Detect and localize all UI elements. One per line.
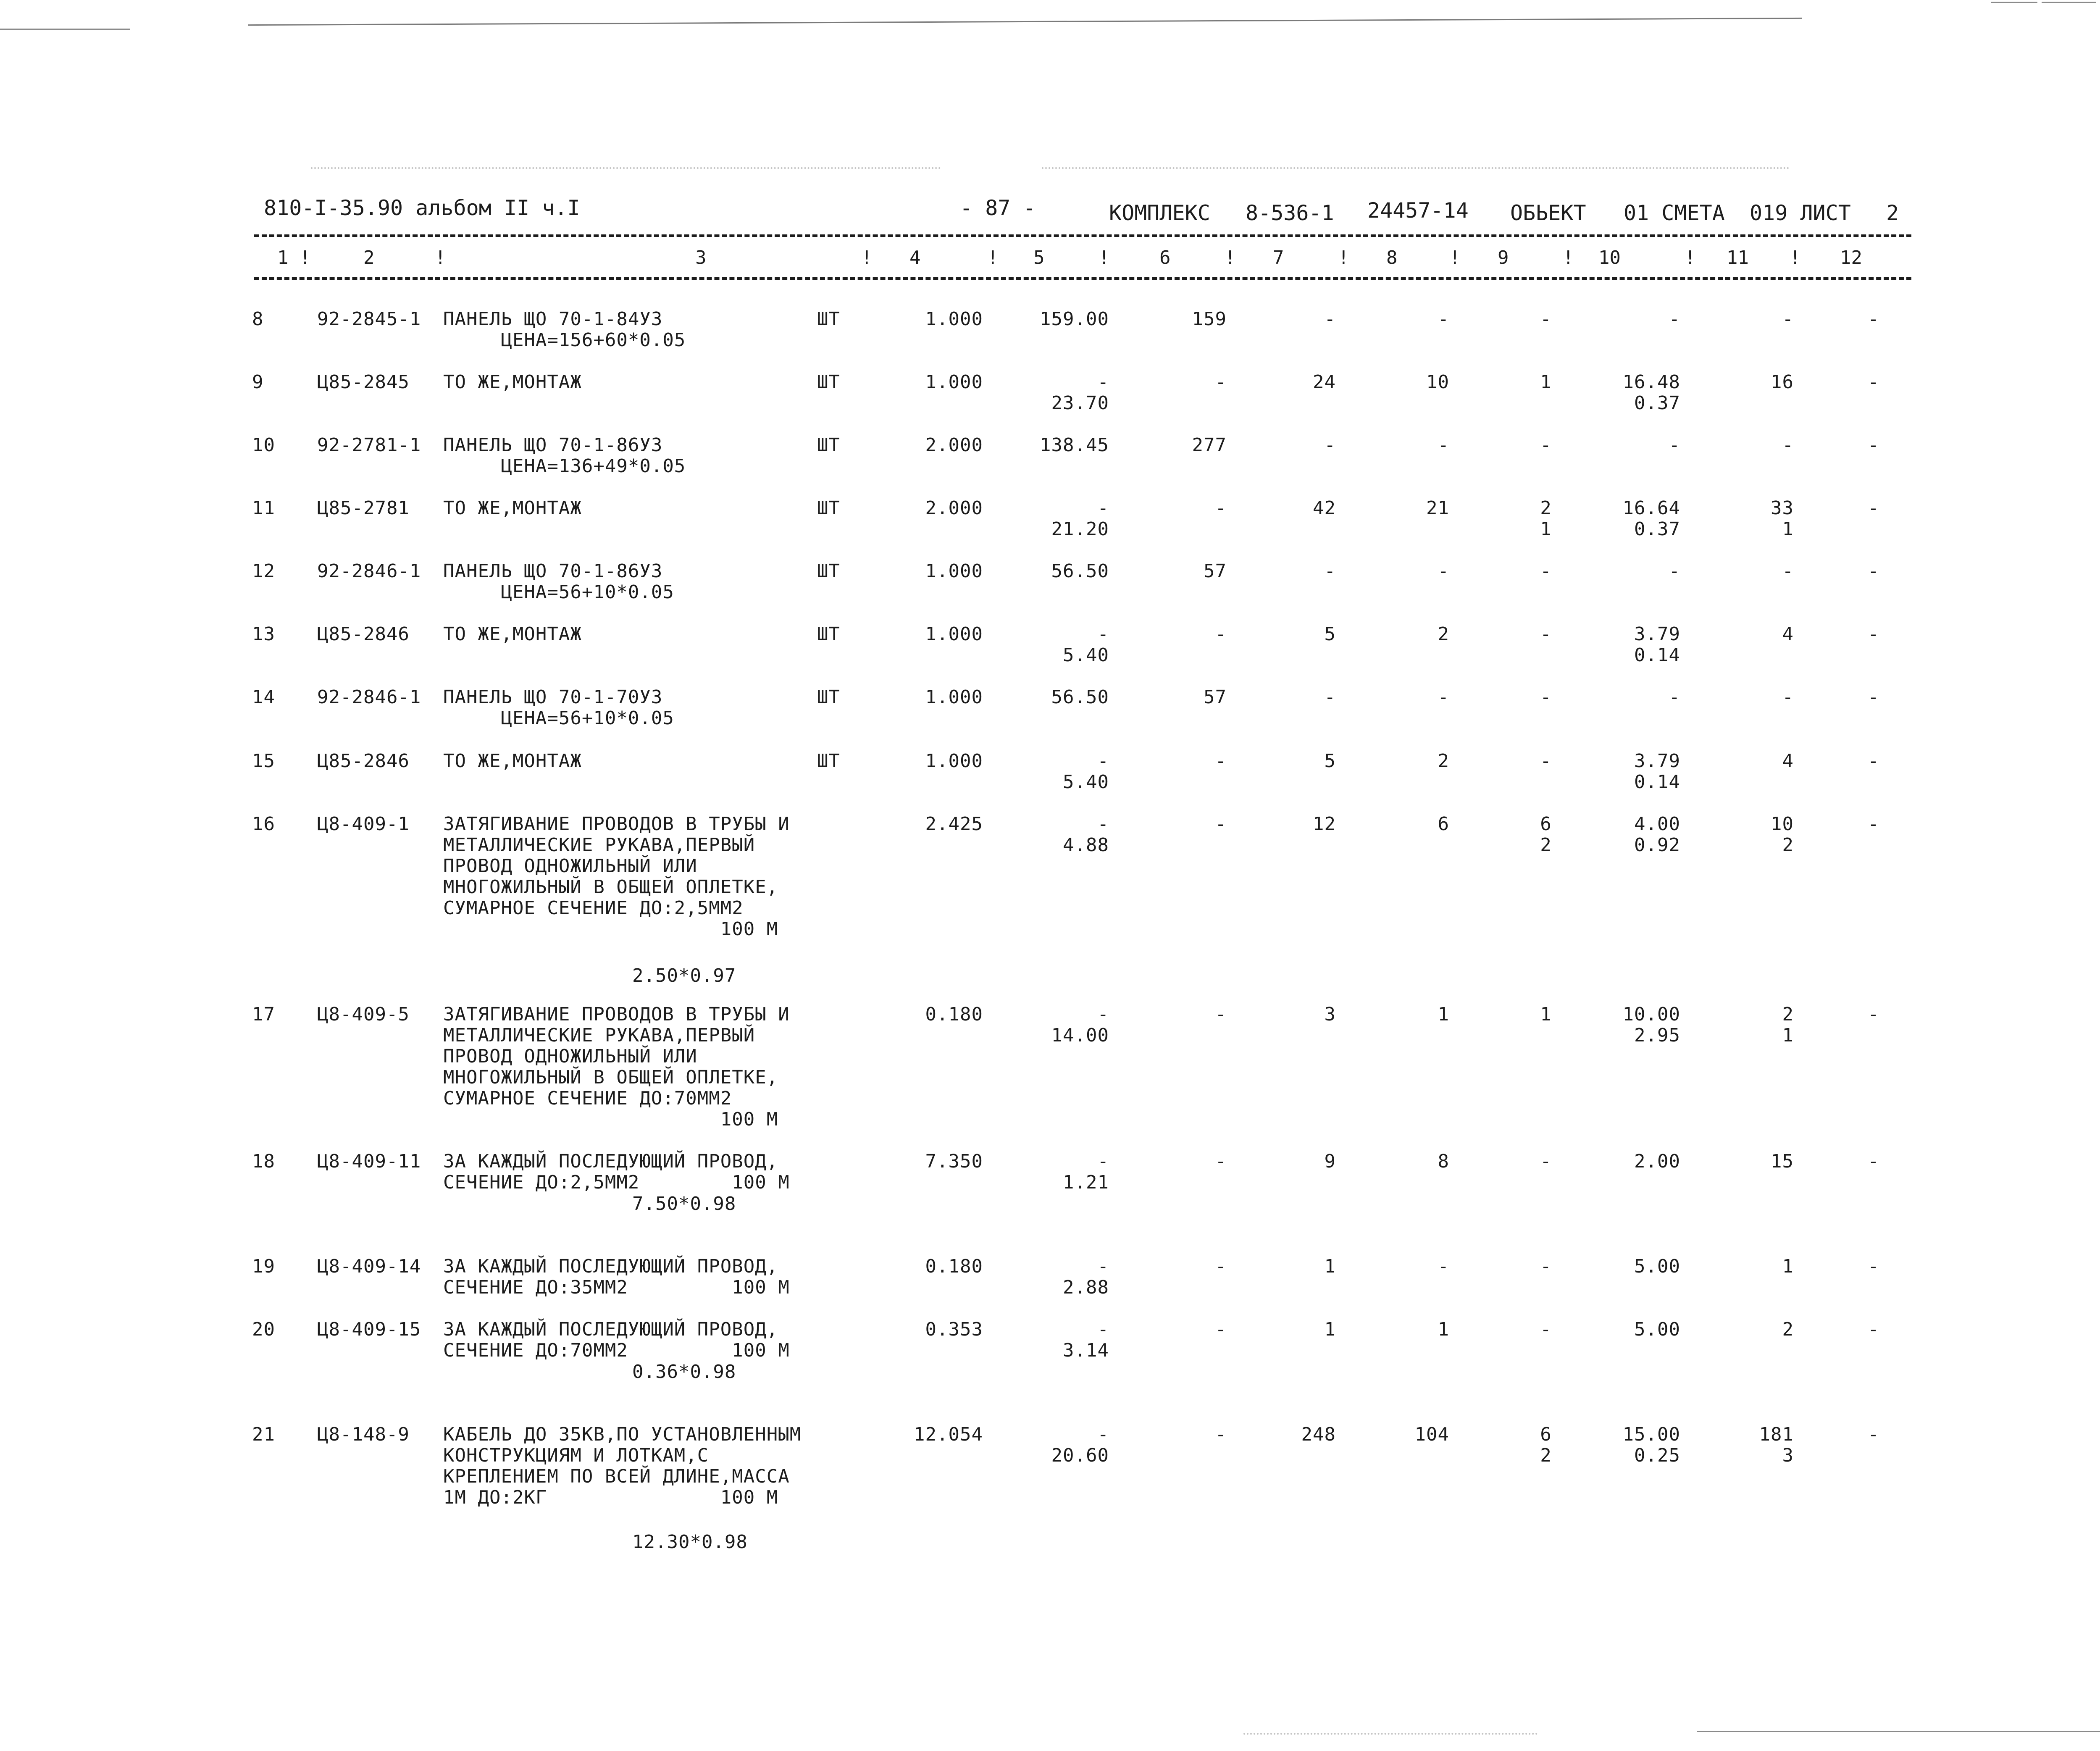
work-description: КАБЕЛЬ ДО 35КВ,ПО УСТАНОВЛЕННЫМ КОНСТРУКЦИЯМ И ЛОТКАМ,С КРЕПЛЕНИЕМ ПО ВСЕЙ ДЛИНЕ,МАССА 1М ДО:2КГ 100 М: [443, 1424, 802, 1508]
col-9-value: -: [1540, 750, 1552, 772]
scan-mark: [1697, 1731, 2100, 1732]
row-number: 10: [252, 434, 275, 456]
work-description: ЗАТЯГИВАНИЕ ПРОВОДОВ В ТРУБЫ И МЕТАЛЛИЧЕСКИЕ РУКАВА,ПЕРВЫЙ ПРОВОД ОДНОЖИЛЬНЫЙ ИЛИ МНОГОЖИЛЬНЫЙ В ОБЩЕЙ ОПЛЕТКЕ, СУМАРНОЕ СЕЧЕНИЕ ДО:70ММ2 100 М: [443, 1004, 790, 1130]
column-separator: !: [987, 247, 999, 268]
col-11-value: -: [1782, 686, 1794, 708]
col-8-value: 21: [1426, 497, 1449, 519]
column-separator: !: [861, 247, 873, 268]
quantity-formula: 0.36*0.98: [632, 1361, 736, 1383]
total-cost: -: [1215, 813, 1227, 835]
col-7-value: 1: [1324, 1319, 1336, 1340]
unit-cost: 56.50: [1051, 686, 1109, 708]
col-9-value: 6 2: [1540, 1424, 1552, 1466]
col-7-value: 3: [1324, 1004, 1336, 1025]
col-9-value: -: [1540, 1256, 1552, 1277]
price-code: 92-2846-1: [317, 560, 421, 582]
column-number: 3: [695, 247, 707, 268]
total-cost: -: [1215, 1004, 1227, 1025]
unit-cost: - 20.60: [1051, 1424, 1109, 1466]
work-description: ПАНЕЛЬ ЩО 70-1-70У3 ЦЕНА=56+10*0.05: [443, 686, 674, 729]
total-cost: -: [1215, 1319, 1227, 1340]
column-number: 7: [1273, 247, 1284, 268]
col-12-value: -: [1868, 497, 1879, 519]
unit: ШТ: [817, 308, 840, 330]
col-12-value: -: [1868, 1256, 1879, 1277]
col-8-value: 104: [1414, 1424, 1449, 1445]
price-code: Ц85-2846: [317, 750, 410, 772]
quantity: 0.180: [925, 1256, 983, 1277]
quantity-formula: 12.30*0.98: [632, 1531, 748, 1553]
column-number: 1 !: [277, 247, 311, 268]
unit-cost: 159.00: [1040, 308, 1109, 330]
row-number: 9: [252, 371, 264, 393]
column-number: 8: [1386, 247, 1398, 268]
price-code: Ц8-409-5: [317, 1004, 410, 1025]
column-separator: !: [1563, 247, 1574, 268]
col-12-value: -: [1868, 813, 1879, 835]
col-8-value: -: [1438, 560, 1449, 582]
col-10-value: 15.00 0.25: [1622, 1424, 1680, 1466]
col-9-value: -: [1540, 434, 1552, 456]
column-separator: !: [1099, 247, 1110, 268]
quantity: 1.000: [925, 623, 983, 645]
scan-top-line: [248, 18, 1802, 26]
col-9-value: -: [1540, 308, 1552, 330]
total-cost: -: [1215, 1424, 1227, 1445]
header-divider-top: [254, 234, 1911, 237]
quantity: 1.000: [925, 371, 983, 393]
work-description: ЗАТЯГИВАНИЕ ПРОВОДОВ В ТРУБЫ И МЕТАЛЛИЧЕСКИЕ РУКАВА,ПЕРВЫЙ ПРОВОД ОДНОЖИЛЬНЫЙ ИЛИ МНОГОЖИЛЬНЫЙ В ОБЩЕЙ ОПЛЕТКЕ, СУМАРНОЕ СЕЧЕНИЕ ДО:2,5ММ2 100 М: [443, 813, 790, 940]
col-10-value: 5.00: [1634, 1256, 1680, 1277]
column-number: 10: [1598, 247, 1621, 268]
col-8-value: 1: [1438, 1004, 1449, 1025]
unit-cost: - 14.00: [1051, 1004, 1109, 1046]
col-7-value: 24: [1313, 371, 1336, 393]
col-9-value: 1: [1540, 371, 1552, 393]
price-code: Ц85-2845: [317, 371, 410, 393]
unit: ШТ: [817, 686, 840, 708]
col-12-value: -: [1868, 750, 1879, 772]
col-10-value: -: [1669, 308, 1680, 330]
row-number: 18: [252, 1151, 275, 1172]
col-12-value: -: [1868, 686, 1879, 708]
col-8-value: -: [1438, 1256, 1449, 1277]
col-9-value: -: [1540, 1319, 1552, 1340]
row-number: 16: [252, 813, 275, 835]
row-number: 8: [252, 308, 264, 330]
col-8-value: -: [1438, 308, 1449, 330]
col-8-value: 2: [1438, 750, 1449, 772]
col-11-value: -: [1782, 434, 1794, 456]
column-separator: !: [1685, 247, 1696, 268]
price-code: Ц8-409-1: [317, 813, 410, 835]
col-8-value: -: [1438, 434, 1449, 456]
work-description: ПАНЕЛЬ ЩО 70-1-86У3 ЦЕНА=56+10*0.05: [443, 560, 674, 603]
quantity: 2.425: [925, 813, 983, 835]
col-7-value: 42: [1313, 497, 1336, 519]
handwritten-number: 24457-14: [1367, 198, 1469, 223]
row-number: 17: [252, 1004, 275, 1025]
quantity: 2.000: [925, 434, 983, 456]
work-description: ТО ЖЕ,МОНТАЖ: [443, 497, 582, 519]
col-10-value: 5.00: [1634, 1319, 1680, 1340]
total-cost: -: [1215, 497, 1227, 519]
col-10-value: 16.64 0.37: [1622, 497, 1680, 540]
column-number: 4: [909, 247, 921, 268]
col-9-value: -: [1540, 686, 1552, 708]
work-description: ЗА КАЖДЫЙ ПОСЛЕДУЮЩИЙ ПРОВОД, СЕЧЕНИЕ ДО:35ММ2 100 М: [443, 1256, 790, 1298]
row-number: 14: [252, 686, 275, 708]
col-7-value: 1: [1324, 1256, 1336, 1277]
col-11-value: 33 1: [1771, 497, 1794, 540]
col-12-value: -: [1868, 1424, 1879, 1445]
scan-mark: [0, 29, 130, 30]
work-description: ПАНЕЛЬ ЩО 70-1-84У3 ЦЕНА=156+60*0.05: [443, 308, 686, 351]
col-7-value: 9: [1324, 1151, 1336, 1172]
col-12-value: -: [1868, 1004, 1879, 1025]
col-10-value: 10.00 2.95: [1622, 1004, 1680, 1046]
column-number: 2: [363, 247, 375, 268]
column-number: 11: [1727, 247, 1749, 268]
col-8-value: 10: [1426, 371, 1449, 393]
row-number: 12: [252, 560, 275, 582]
unit: ШТ: [817, 560, 840, 582]
col-7-value: -: [1324, 560, 1336, 582]
quantity-formula: 2.50*0.97: [632, 965, 736, 986]
row-number: 11: [252, 497, 275, 519]
work-description: ТО ЖЕ,МОНТАЖ: [443, 371, 582, 393]
column-separator: !: [1790, 247, 1801, 268]
unit: ШТ: [817, 434, 840, 456]
col-9-value: -: [1540, 1151, 1552, 1172]
col-7-value: -: [1324, 686, 1336, 708]
price-code: Ц8-148-9: [317, 1424, 410, 1445]
col-10-value: 3.79 0.14: [1634, 750, 1680, 793]
col-9-value: 6 2: [1540, 813, 1552, 856]
column-number: 6: [1159, 247, 1171, 268]
faint-print-line: [311, 167, 941, 171]
unit-cost: - 5.40: [1063, 623, 1109, 666]
col-12-value: -: [1868, 1151, 1879, 1172]
unit-cost: - 4.88: [1063, 813, 1109, 856]
unit-cost: - 2.88: [1063, 1256, 1109, 1298]
col-12-value: -: [1868, 434, 1879, 456]
total-cost: 57: [1204, 560, 1227, 582]
total-cost: 277: [1192, 434, 1227, 456]
price-code: Ц8-409-14: [317, 1256, 421, 1277]
faint-print-line: [1243, 1733, 1538, 1737]
unit-cost: 138.45: [1040, 434, 1109, 456]
complex-label: КОМПЛЕКС: [1109, 201, 1210, 225]
col-8-value: 8: [1438, 1151, 1449, 1172]
col-10-value: -: [1669, 686, 1680, 708]
col-7-value: 5: [1324, 750, 1336, 772]
total-cost: -: [1215, 1151, 1227, 1172]
price-code: Ц8-409-15: [317, 1319, 421, 1340]
price-code: 92-2846-1: [317, 686, 421, 708]
row-number: 19: [252, 1256, 275, 1277]
col-12-value: -: [1868, 371, 1879, 393]
complex-code: 8-536-1: [1246, 201, 1334, 225]
col-11-value: 10 2: [1771, 813, 1794, 856]
total-cost: -: [1215, 623, 1227, 645]
col-11-value: -: [1782, 308, 1794, 330]
col-8-value: -: [1438, 686, 1449, 708]
unit: ШТ: [817, 750, 840, 772]
col-11-value: 16: [1771, 371, 1794, 393]
col-9-value: -: [1540, 623, 1552, 645]
col-10-value: -: [1669, 434, 1680, 456]
quantity: 2.000: [925, 497, 983, 519]
unit-cost: - 3.14: [1063, 1319, 1109, 1361]
scan-mark: [2042, 2, 2096, 3]
column-separator: !: [1225, 247, 1236, 268]
col-9-value: -: [1540, 560, 1552, 582]
col-10-value: 2.00: [1634, 1151, 1680, 1172]
price-code: Ц85-2846: [317, 623, 410, 645]
quantity: 7.350: [925, 1151, 983, 1172]
quantity: 0.353: [925, 1319, 983, 1340]
col-11-value: 4: [1782, 623, 1794, 645]
total-cost: -: [1215, 371, 1227, 393]
unit-cost: - 5.40: [1063, 750, 1109, 793]
faint-print-line: [1042, 167, 1790, 171]
total-cost: -: [1215, 1256, 1227, 1277]
object-code: 01 СМЕТА: [1624, 201, 1725, 225]
col-11-value: 15: [1771, 1151, 1794, 1172]
quantity: 12.054: [914, 1424, 983, 1445]
col-11-value: 4: [1782, 750, 1794, 772]
col-7-value: 12: [1313, 813, 1336, 835]
quantity: 1.000: [925, 308, 983, 330]
price-code: 92-2781-1: [317, 434, 421, 456]
column-number: 9: [1498, 247, 1509, 268]
column-separator: !: [1449, 247, 1461, 268]
col-7-value: -: [1324, 434, 1336, 456]
col-10-value: 16.48 0.37: [1622, 371, 1680, 414]
col-10-value: -: [1669, 560, 1680, 582]
col-9-value: 2 1: [1540, 497, 1552, 540]
unit: ШТ: [817, 623, 840, 645]
col-12-value: -: [1868, 308, 1879, 330]
quantity: 1.000: [925, 686, 983, 708]
smeta-code: 019 ЛИСТ: [1750, 201, 1851, 225]
unit-cost: - 1.21: [1063, 1151, 1109, 1193]
col-11-value: -: [1782, 560, 1794, 582]
col-7-value: 248: [1301, 1424, 1336, 1445]
price-code: Ц8-409-11: [317, 1151, 421, 1172]
work-description: ТО ЖЕ,МОНТАЖ: [443, 750, 582, 772]
total-cost: -: [1215, 750, 1227, 772]
col-11-value: 2 1: [1782, 1004, 1794, 1046]
work-description: ЗА КАЖДЫЙ ПОСЛЕДУЮЩИЙ ПРОВОД, СЕЧЕНИЕ ДО:2,5ММ2 100 М: [443, 1151, 790, 1193]
col-12-value: -: [1868, 1319, 1879, 1340]
col-11-value: 1: [1782, 1256, 1794, 1277]
work-description: ЗА КАЖДЫЙ ПОСЛЕДУЮЩИЙ ПРОВОД, СЕЧЕНИЕ ДО:70ММ2 100 М: [443, 1319, 790, 1361]
scan-mark: [1991, 2, 2037, 3]
col-8-value: 1: [1438, 1319, 1449, 1340]
quantity: 1.000: [925, 750, 983, 772]
work-description: ТО ЖЕ,МОНТАЖ: [443, 623, 582, 645]
total-cost: 57: [1204, 686, 1227, 708]
row-number: 20: [252, 1319, 275, 1340]
col-8-value: 6: [1438, 813, 1449, 835]
col-12-value: -: [1868, 560, 1879, 582]
price-code: Ц85-2781: [317, 497, 410, 519]
unit-cost: - 21.20: [1051, 497, 1109, 540]
unit: ШТ: [817, 497, 840, 519]
object-label: ОБЬЕКТ: [1510, 201, 1586, 225]
col-10-value: 3.79 0.14: [1634, 623, 1680, 666]
quantity: 1.000: [925, 560, 983, 582]
sheet-number: 2: [1886, 201, 1899, 225]
column-number: 5: [1033, 247, 1045, 268]
unit-cost: - 23.70: [1051, 371, 1109, 414]
col-8-value: 2: [1438, 623, 1449, 645]
row-number: 15: [252, 750, 275, 772]
quantity-formula: 7.50*0.98: [632, 1193, 736, 1215]
page-number: - 87 -: [960, 196, 1036, 220]
col-7-value: 5: [1324, 623, 1336, 645]
column-separator: !: [1338, 247, 1349, 268]
col-7-value: -: [1324, 308, 1336, 330]
col-11-value: 181 3: [1759, 1424, 1794, 1466]
col-10-value: 4.00 0.92: [1634, 813, 1680, 856]
total-cost: 159: [1192, 308, 1227, 330]
column-separator: !: [435, 247, 446, 268]
col-9-value: 1: [1540, 1004, 1552, 1025]
price-code: 92-2845-1: [317, 308, 421, 330]
unit: ШТ: [817, 371, 840, 393]
col-12-value: -: [1868, 623, 1879, 645]
header-divider-bottom: [254, 277, 1911, 280]
unit-cost: 56.50: [1051, 560, 1109, 582]
row-number: 13: [252, 623, 275, 645]
work-description: ПАНЕЛЬ ЩО 70-1-86У3 ЦЕНА=136+49*0.05: [443, 434, 686, 477]
col-11-value: 2: [1782, 1319, 1794, 1340]
quantity: 0.180: [925, 1004, 983, 1025]
row-number: 21: [252, 1424, 275, 1445]
album-title: 810-I-35.90 альбом II ч.I: [264, 196, 580, 220]
column-number: 12: [1840, 247, 1862, 268]
